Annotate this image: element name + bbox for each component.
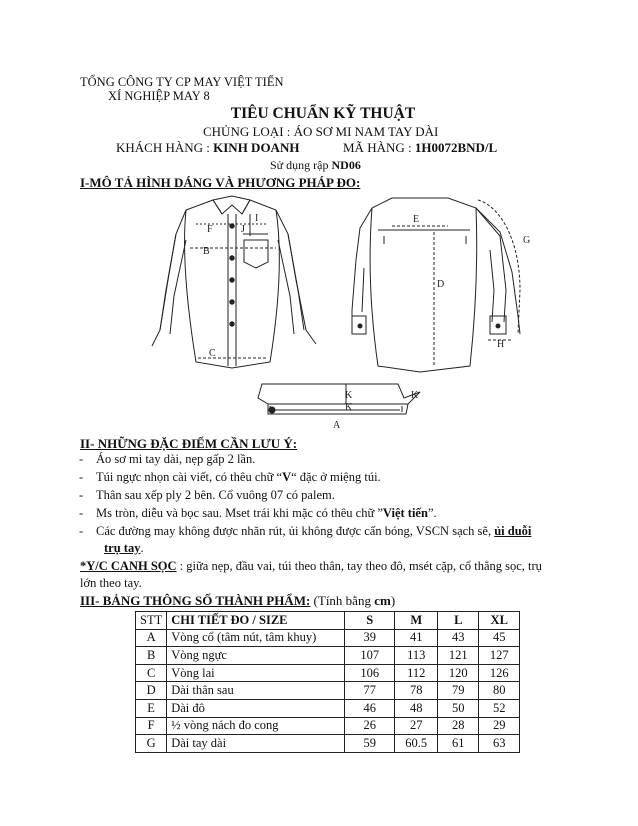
label-F: F (207, 224, 213, 235)
label-C: C (209, 348, 216, 359)
category-line: CHỦNG LOẠI : ÁO SƠ MI NAM TAY DÀI (203, 124, 439, 139)
row-value: 59 (345, 735, 395, 753)
header-detail: CHI TIẾT ĐO / SIZE (167, 612, 345, 630)
bullet-4-bold: Việt tiến (382, 506, 428, 520)
bullet-1: Áo sơ mi tay dài, nẹp gấp 2 lần. (96, 452, 256, 466)
bullet-dash: - (79, 524, 84, 538)
bullet-4-text: Ms tròn, diễu và bọc sau. Mset trái khi mặc có thêu chữ ” (96, 506, 383, 520)
label-J: J (241, 224, 245, 235)
bullet-2-text-end: “ đặc ở miệng túi. (291, 470, 381, 484)
table-row (136, 717, 520, 735)
header-size-xl: XL (479, 612, 520, 630)
unit-value: cm (374, 593, 391, 608)
customer-label: KHÁCH HÀNG : (116, 140, 214, 155)
front-shirt-drawing (152, 196, 316, 368)
section-3-title-line (80, 593, 395, 609)
row-value: 28 (438, 717, 479, 735)
canh-soc-line-2: lớn theo tay. (80, 576, 142, 590)
unit-suffix: ) (390, 593, 396, 608)
bullet-3: Thân sau xếp ply 2 bên. Cổ vuông 07 có palem. (96, 488, 335, 502)
bullet-4-text-end: ”. (427, 506, 437, 520)
label-H: H (497, 339, 505, 350)
row-value: 121 (438, 647, 479, 665)
row-value: 41 (395, 629, 438, 647)
row-value: 107 (345, 647, 395, 665)
product-code-value: 1H0072BND/L (414, 140, 498, 155)
section-2-title: II- NHỮNG ĐẶC ĐIỂM CẦN LƯU Ý: (80, 436, 298, 451)
canh-soc-text: : giữa nẹp, đầu vai, túi theo thân, tay theo đô, msét cặp, cổ thẳng sọc, trụ (176, 559, 542, 573)
bullet-5-text: Các đường may không được nhăn rút, ủi không được cấn bóng, VSCN sạch sẽ, (96, 524, 495, 538)
row-value: 29 (479, 717, 520, 735)
row-value: 60.5 (395, 735, 438, 753)
header-size-m: M (395, 612, 438, 630)
row-value: 63 (479, 735, 520, 753)
collar-drawing (258, 384, 420, 414)
row-value: 26 (345, 717, 395, 735)
bullet-5 (96, 524, 531, 539)
row-value: 127 (479, 647, 520, 665)
row-detail: Dài thân sau (167, 682, 345, 700)
row-stt: G (136, 735, 167, 753)
product-code-label: MÃ HÀNG : (343, 140, 415, 155)
row-value: 61 (438, 735, 479, 753)
table-row (136, 664, 520, 682)
label-B: B (203, 246, 210, 257)
table-row (136, 682, 520, 700)
bullet-2-bold: V (282, 470, 292, 484)
row-detail: Dài đô (167, 699, 345, 717)
row-stt: E (136, 699, 167, 717)
customer-value: KINH DOANH (213, 140, 300, 155)
header-stt: STT (136, 612, 167, 630)
bullet-4 (96, 506, 437, 521)
back-shirt-drawing (352, 198, 520, 372)
canh-soc-label: *Y/C CANH SỌC (80, 559, 177, 573)
table-header-row (136, 612, 520, 630)
row-detail: ½ vòng nách đo cong (167, 717, 345, 735)
row-value: 52 (479, 699, 520, 717)
label-K-2: K (345, 402, 353, 413)
label-K-3: K (411, 390, 419, 401)
row-value: 79 (438, 682, 479, 700)
row-stt: C (136, 664, 167, 682)
row-detail: Vòng ngực (167, 647, 345, 665)
label-D: D (437, 279, 445, 290)
table-row (136, 699, 520, 717)
bullet-dash: - (79, 488, 84, 502)
unit-prefix: (Tính bằng (310, 593, 375, 608)
pattern-label: Sử dụng rập (270, 158, 332, 172)
bullet-dash: - (79, 452, 84, 466)
row-stt: A (136, 629, 167, 647)
bullet-2 (96, 470, 381, 485)
section-3-title: III- BẢNG THÔNG SỐ THÀNH PHẨM: (80, 593, 311, 608)
label-K-1: K (345, 390, 353, 401)
row-value: 77 (345, 682, 395, 700)
row-value: 48 (395, 699, 438, 717)
row-value: 112 (395, 664, 438, 682)
row-stt: B (136, 647, 167, 665)
row-value: 106 (345, 664, 395, 682)
bullet-2-text: Túi ngực nhọn cài viết, có thêu chữ “ (96, 470, 283, 484)
row-value: 113 (395, 647, 438, 665)
row-stt: D (136, 682, 167, 700)
bullet-dash: - (79, 506, 84, 520)
label-E: E (413, 214, 420, 225)
row-value: 120 (438, 664, 479, 682)
row-value: 50 (438, 699, 479, 717)
spec-table (135, 611, 520, 753)
label-A: A (333, 420, 341, 431)
row-detail: Vòng cổ (tâm nút, tâm khuy) (167, 629, 345, 647)
company-name: TỔNG CÔNG TY CP MAY VIỆT TIẾN (80, 75, 284, 89)
table-row (136, 735, 520, 753)
bullet-5-bold: ủi duỗi (494, 524, 532, 538)
row-value: 27 (395, 717, 438, 735)
pattern-value: ND06 (331, 158, 361, 172)
row-detail: Vòng lai (167, 664, 345, 682)
row-stt: F (136, 717, 167, 735)
section-1-title: I-MÔ TẢ HÌNH DÁNG VÀ PHƯƠNG PHÁP ĐO: (80, 175, 361, 190)
row-value: 80 (479, 682, 520, 700)
row-value: 46 (345, 699, 395, 717)
row-value: 39 (345, 629, 395, 647)
document-title: TIÊU CHUẨN KỸ THUẬT (230, 105, 416, 122)
label-I: I (255, 213, 259, 224)
row-value: 45 (479, 629, 520, 647)
bullet-5-bold-2: trụ tay (104, 541, 141, 555)
row-value: 43 (438, 629, 479, 647)
header-size-l: L (438, 612, 479, 630)
bullet-5-end: . (140, 541, 144, 555)
canh-soc-line (80, 559, 542, 574)
bullet-dash: - (79, 470, 84, 484)
row-value: 126 (479, 664, 520, 682)
label-G: G (523, 235, 531, 246)
row-value: 78 (395, 682, 438, 700)
factory-name: XÍ NGHIỆP MAY 8 (108, 89, 210, 103)
header-size-s: S (345, 612, 395, 630)
table-row (136, 647, 520, 665)
row-detail: Dài tay dài (167, 735, 345, 753)
table-row (136, 629, 520, 647)
bullet-5-line-2 (104, 541, 144, 556)
